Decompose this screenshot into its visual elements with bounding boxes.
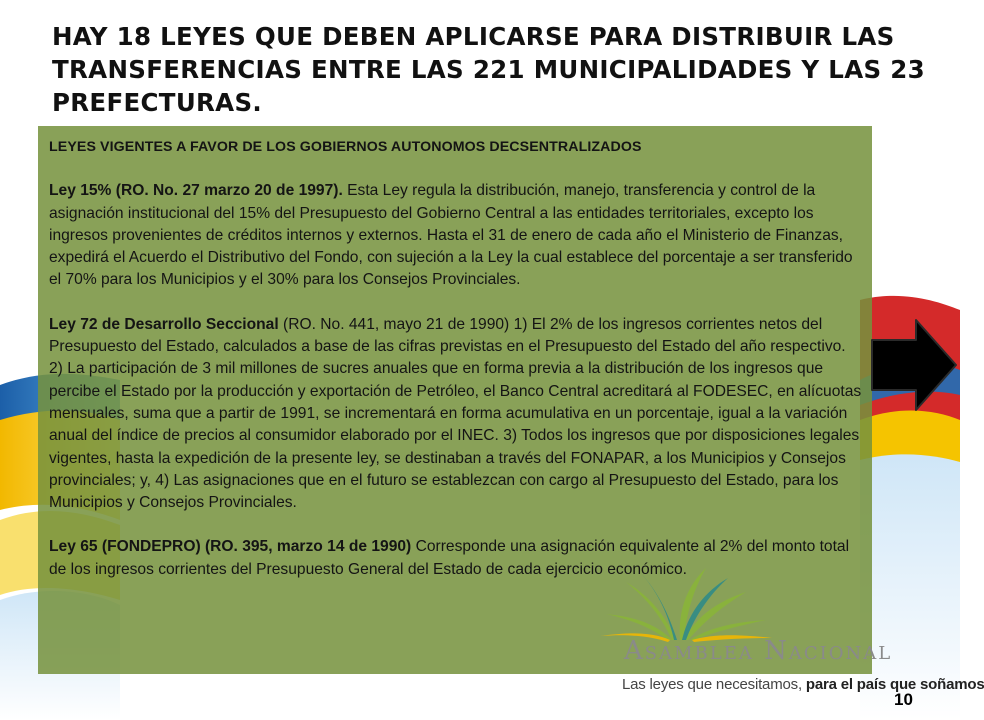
law-text: Esta Ley regula la distribución, manejo, transferencia y control de la asignación institucional del 15% del Presupuesto del Gobierno Central a las entidades territoriales, excepto los ingresos provenientes de créditos internos y externos. Hasta el 31 de enero de cada año el Ministerio de Finanzas, expedirá el Acuerdo el Distributivo del Fondo, con sujeción a la Ley la cual establece del porcentaje a ser transferido el 70% para los Municipios y el 30% para los Consejos Provinciales. bbox=[49, 182, 853, 289]
law-text: (RO. No. 441, mayo 21 de 1990) 1) El 2% de los ingresos corrientes netos del Presupuesto del Estado, calculados a base de las cifras previstas en el Presupuesto del Estado del año respectivo. 2) La participación de 3 mil millones de sucres anuales que en forma previa a la distribución de los ingresos que percibe el Estado por la producción y exportación de Petróleo, el Banco Central acreditará al FODESEC, en alícuotas mensuales, suma que a partir de 1991, se incrementará en forma acumulativa en un porcentaje, igual a la variación anual del índice de precios al consumidor elaborado por el INEC. 3) Todos los ingresos que por disposiciones legales vigentes, hasta la expedición de la presente ley, se destinaban a través del FONAPAR, a los Municipios y Consejos provinciales; y, 4) Las asignaciones que en el futuro se establezcan con cargo al Presupuesto del Estado, para los Municipios y Consejos Provinciales. bbox=[49, 315, 862, 512]
asamblea-logo bbox=[556, 562, 796, 647]
slide-title: HAY 18 LEYES QUE DEBEN APLICARSE PARA DISTRIBUIR LAS TRANSFERENCIAS ENTRE LAS 221 MUNICIPALIDADES Y LAS 23 PREFECTURAS. bbox=[52, 22, 925, 117]
law-name: Ley 15% (RO. No. 27 marzo 20 de 1997). bbox=[49, 182, 343, 200]
organization-name: Asamblea Nacional bbox=[624, 636, 893, 666]
tagline-regular: Las leyes que necesitamos, bbox=[622, 676, 806, 693]
tagline bbox=[622, 676, 984, 693]
box-heading: LEYES VIGENTES A FAVOR DE LOS GOBIERNOS AUTONOMOS DECSENTRALIZADOS bbox=[49, 139, 642, 155]
law-item bbox=[49, 180, 862, 291]
page-number: 10 bbox=[894, 690, 913, 709]
tagline-bold: para el país que soñamos bbox=[805, 676, 984, 693]
right-arrow-icon bbox=[872, 318, 958, 412]
next-slide-arrow[interactable] bbox=[872, 318, 958, 417]
law-text: Corresponde una asignación equivalente al 2% del monto total de los ingresos corrientes del Presupuesto General del Estado de cada ejercicio económico. bbox=[49, 538, 850, 578]
law-name: Ley 65 (FONDEPRO) (RO. 395, marzo 14 de 1990) bbox=[49, 538, 412, 556]
law-item bbox=[49, 314, 862, 515]
leaves-logo-icon bbox=[556, 562, 796, 642]
law-name: Ley 72 de Desarrollo Seccional bbox=[49, 315, 279, 333]
